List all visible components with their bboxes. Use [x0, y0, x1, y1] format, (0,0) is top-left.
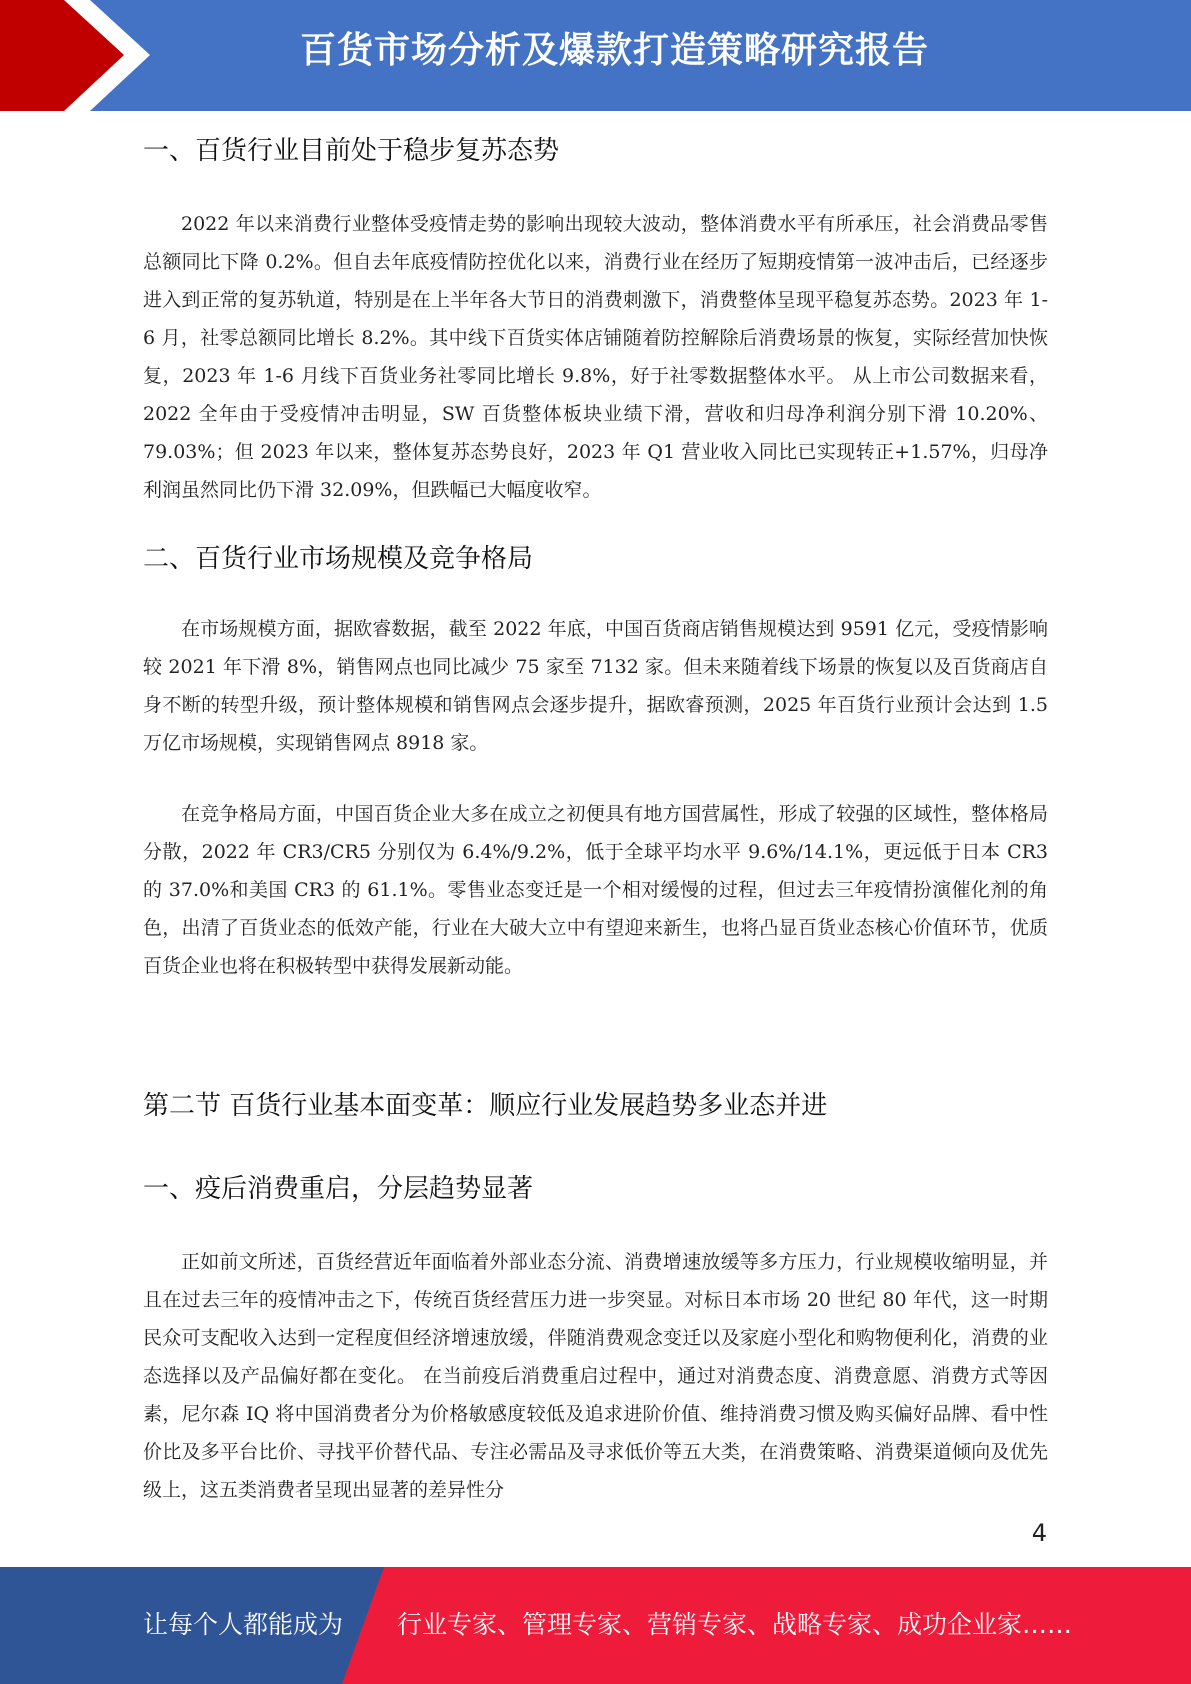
paragraph-market-size: 在市场规模方面，据欧睿数据，截至 2022 年底，中国百货商店销售规模达到 9591 亿元，受疫情影响较 2021 年下滑 8%，销售网点也同比减少 75 家至 7132 家。但未来随着线下场景的恢复以及百货商店自身不断的转型升级，预计整体规模和销售网点会逐步提升，据欧睿预测，2025 年百货行业预计会达到 1.5 万亿市场规模，实现销售网点 8918 家。	[143, 618, 1048, 754]
section-heading-recovery: 一、百货行业目前处于稳步复苏态势	[143, 136, 560, 166]
section-heading-market-size: 二、百货行业市场规模及竞争格局	[143, 544, 534, 574]
page-footer	[0, 1567, 1191, 1684]
report-title: 百货市场分析及爆款打造策略研究报告	[300, 30, 930, 71]
page-header	[0, 0, 1191, 111]
header-arrow-shape	[0, 0, 160, 111]
section-heading-consumption-restart: 一、疫后消费重启，分层趋势显著	[143, 1174, 534, 1204]
chapter-heading: 第二节 百货行业基本面变革：顺应行业发展趋势多业态并进	[143, 1091, 828, 1121]
footer-slogan-left: 让每个人都能成为	[143, 1610, 344, 1639]
paragraph-competition: 在竞争格局方面，中国百货企业大多在成立之初便具有地方国营属性，形成了较强的区域性，整体格局分散，2022 年 CR3/CR5 分别仅为 6.4%/9.2%，低于全球平均水平 9.6%/14.1%，更远低于日本 CR3 的 37.0%和美国 CR3 的 61.1%。零售业态变迁是一个相对缓慢的过程，但过去三年疫情扮演催化剂的角色，出清了百货业态的低效产能，行业在大破大立中有望迎来新生，也将凸显百货业态核心价值环节，优质百货企业也将在积极转型中获得发展新动能。	[143, 803, 1048, 977]
paragraph-recovery: 2022 年以来消费行业整体受疫情走势的影响出现较大波动，整体消费水平有所承压，社会消费品零售总额同比下降 0.2%。但自去年底疫情防控优化以来，消费行业在经历了短期疫情第一波冲击后，已经逐步进入到正常的复苏轨道，特别是在上半年各大节日的消费刺激下，消费整体呈现平稳复苏态势。2023 年 1-6 月，社零总额同比增长 8.2%。其中线下百货实体店铺随着防控解除后消费场景的恢复，实际经营加快恢复，2023 年 1-6 月线下百货业务社零同比增长 9.8%，好于社零数据整体水平。 从上市公司数据来看，2022 全年由于受疫情冲击明显，SW 百货整体板块业绩下滑，营收和归母净利润分别下滑 10.20%、79.03%；但 2023 年以来，整体复苏态势良好，2023 年 Q1 营业收入同比已实现转正+1.57%，归母净利润虽然同比仍下滑 32.09%，但跌幅已大幅度收窄。	[143, 213, 1048, 501]
paragraph-consumption-restart: 正如前文所述，百货经营近年面临着外部业态分流、消费增速放缓等多方压力，行业规模收缩明显，并且在过去三年的疫情冲击之下，传统百货经营压力进一步突显。对标日本市场 20 世纪 80 年代，这一时期民众可支配收入达到一定程度但经济增速放缓，伴随消费观念变迁以及家庭小型化和购物便利化，消费的业态选择以及产品偏好都在变化。 在当前疫后消费重启过程中，通过对消费态度、消费意愿、消费方式等因素，尼尔森 IQ 将中国消费者分为价格敏感度较低及追求进阶价值、维持消费习惯及购买偏好品牌、看中性价比及多平台比价、寻找平价替代品、专注必需品及寻求低价等五大类，在消费策略、消费渠道倾向及优先级上，这五类消费者呈现出显著的差异性分	[143, 1251, 1048, 1501]
page-number: 4	[1031, 1519, 1047, 1547]
footer-slogan-right: 行业专家、管理专家、营销专家、战略专家、成功企业家……	[397, 1610, 1073, 1639]
